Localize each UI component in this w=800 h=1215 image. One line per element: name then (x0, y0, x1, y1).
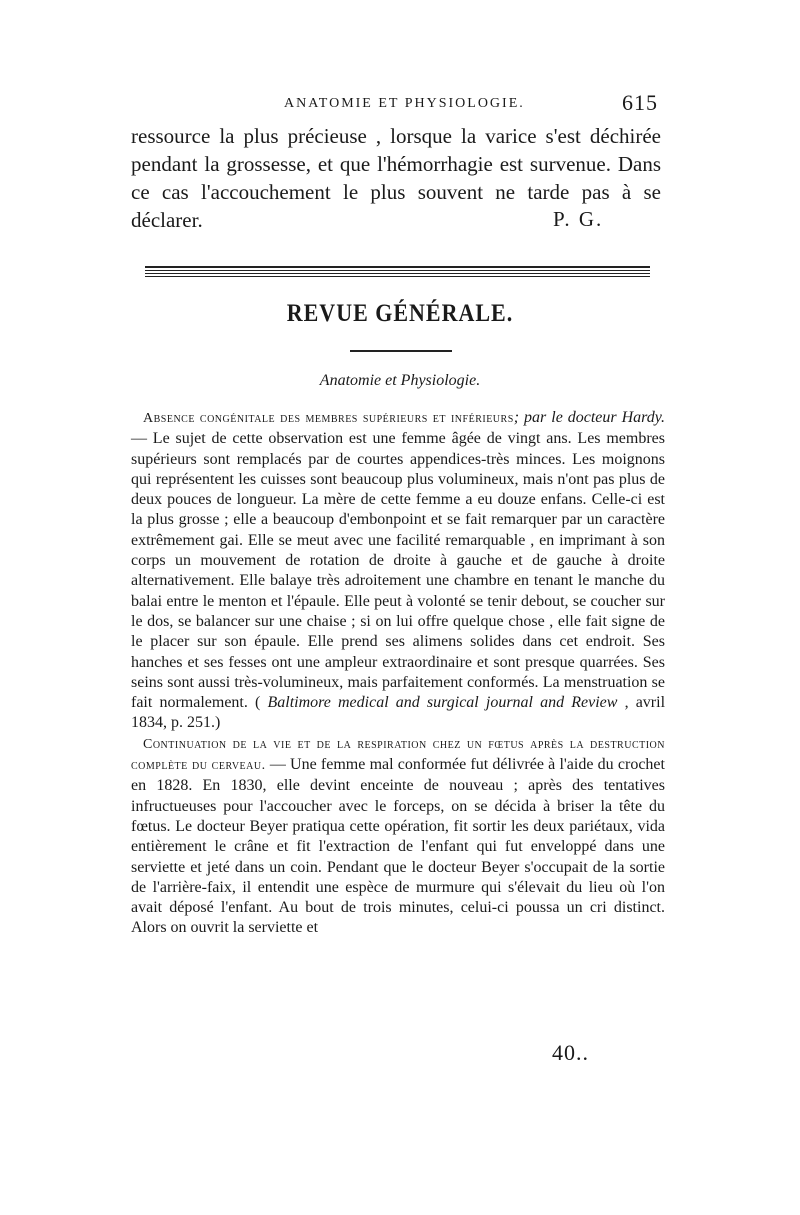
article-heading: Continuation de la vie et de la respiration chez un fœtus après la destruction complète du cerveau. (131, 736, 665, 774)
article-author: ; par le docteur Hardy. (513, 409, 665, 426)
author-signature: P. G. (553, 207, 604, 231)
signature-mark: 40.. (552, 1040, 589, 1065)
divider-rule (145, 270, 650, 271)
running-head (0, 92, 800, 122)
article-text: — Le sujet de cette observation est une femme âgée de vingt ans. Les membres supérieurs sont remplacés par de courtes appendices-très minces. Les moignons qui représentent les cuisses sont beaucoup plus volumineux, mais n'ont pas plus de deux pouces de longueur. La mère de cette femme a eu douze enfans. Celle-ci est la plus grosse ; elle a beaucoup d'embonpoint et se fait remarquer par un caractère extrêmement gai. Elle se meut avec une facilité remarquable , en imprimant à son corps un mouvement de rotation de droite à gauche et de gauche à droite alternativement. Elle balaye très adroitement une chambre en tenant le manche du balai entre le menton et l'épaule. Elle peut à volonté se tenir debout, se coucher sur le dos, se balancer sur une chaise ; si on lui offre quelque chose , elle fait signe de le placer sur son épaule. Elle prend ses alimens solides dans cet endroit. Ses hanches et ses fesses ont une ampleur extraordinaire et sont presque quarrées. Ses seins sont aussi très-volumineux, mais parfaitement conformés. La menstruation se fait normalement. (131, 430, 665, 712)
carry-over-text: ressource la plus précieuse , lorsque la varice s'est déchirée pendant la grossesse, et que l'hémorrhagie est survenue. Dans ce cas l'accouchement le plus souvent ne tarde pas à se déclarer. (131, 124, 661, 232)
page-number: 615 (622, 90, 658, 115)
running-title: ANATOMIE ET PHYSIOLOGIE. (284, 96, 525, 111)
article-body (131, 408, 665, 939)
article-text: — Une femme mal conformée fut délivrée à l'aide du crochet en 1828. En 1830, elle devint enceinte de nouveau ; après des tentatives infructueuses pour l'accoucher avec le forceps, on se décida à briser la tête du fœtus. Le docteur Beyer pratiqua cette opération, fit sortir les deux pariétaux, vida entièrement le crâne et fit l'extraction de l'enfant qui fut enveloppé dans une serviette et jeté dans un coin. Pendant que le docteur Beyer s'occupait de la sortie de l'arrière-faix, il entendit une espèce de murmure qui s'élevait du lieu où l'on avait déposé l'enfant. Au bout de trois minutes, celui-ci poussa un cri distinct. Alors on ouvrit la serviette et (131, 756, 665, 937)
article-paragraph (131, 734, 665, 939)
title-underline (350, 350, 452, 352)
section-divider (145, 266, 650, 277)
source-close: , avril 1834, p. 251.) (131, 694, 666, 732)
divider-rule (145, 273, 650, 274)
article-paragraph (131, 408, 665, 734)
source-open: ( (247, 694, 268, 712)
divider-rule (145, 276, 650, 277)
source-title: Baltimore medical and surgical journal and Review (267, 694, 618, 712)
divider-rule (145, 266, 650, 268)
subsection-title: Anatomie et Physiologie. (319, 372, 481, 389)
section-title: REVUE GÉNÉRALE. (286, 298, 514, 327)
article-heading: Absence congénitale des membres supérieurs et inférieurs (143, 411, 514, 426)
